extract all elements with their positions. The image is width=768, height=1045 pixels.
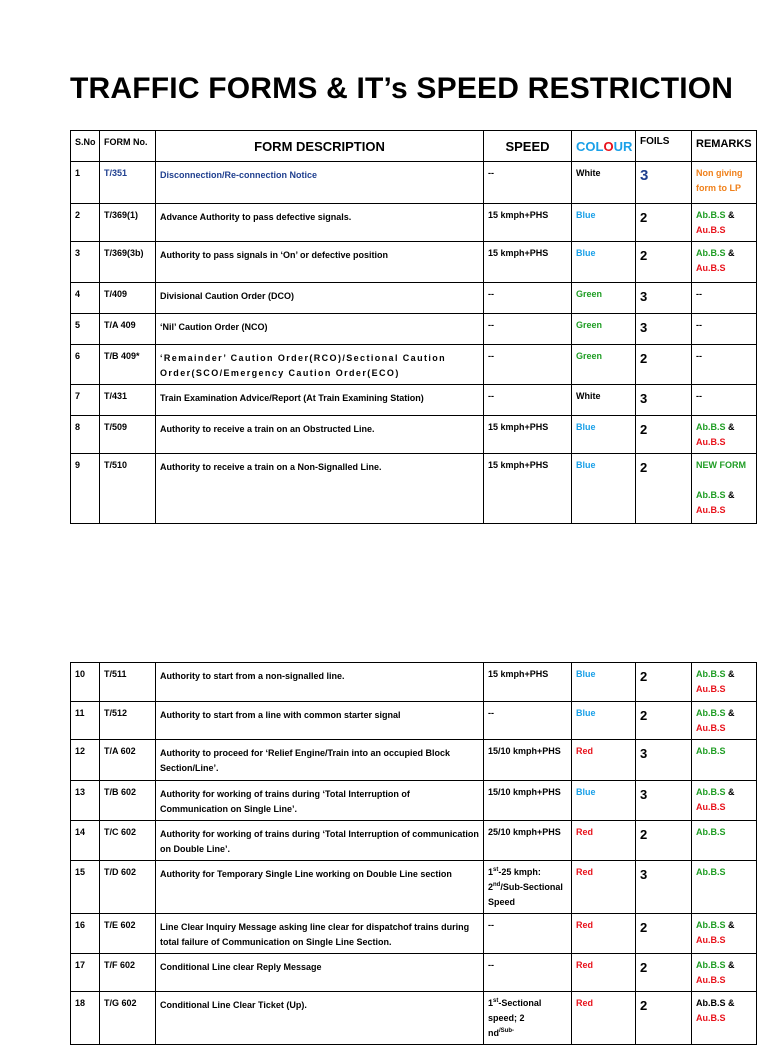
cell-colour: Red — [572, 914, 636, 954]
cell-form-description: Conditional Line Clear Ticket (Up). — [156, 992, 484, 1045]
table-row — [71, 861, 757, 914]
remark-line: Non giving — [696, 168, 743, 178]
remark-line: NEW FORM — [696, 460, 746, 470]
cell-colour: Green — [572, 345, 636, 385]
cell-form-no: T/509 — [100, 416, 156, 454]
cell-form-description: Authority for working of trains during ‘Total Interruption of Communication on Single Line’. — [156, 781, 484, 821]
cell-remarks — [692, 314, 757, 345]
cell-form-no: T/B 409* — [100, 345, 156, 385]
remark-line: Ab.B.S & — [696, 490, 735, 500]
header-speed: SPEED — [484, 131, 572, 162]
cell-speed: 15 kmph+PHS — [484, 242, 572, 283]
cell-sno: 1 — [71, 162, 100, 204]
remark-line: Ab.B.S & — [696, 669, 735, 679]
remark-line: Ab.B.S — [696, 746, 726, 756]
cell-form-description: ‘Remainder’ Caution Order(RCO)/Sectional Caution Order(SCO/Emergency Caution Order(ECO) — [156, 345, 484, 385]
cell-sno: 5 — [71, 314, 100, 345]
remark-line: Au.B.S — [696, 225, 726, 235]
cell-foils: 2 — [636, 954, 692, 992]
cell-speed: -- — [484, 162, 572, 204]
remark-line: Au.B.S — [696, 802, 726, 812]
table-row — [71, 314, 757, 345]
table-row — [71, 821, 757, 861]
cell-sno: 10 — [71, 663, 100, 702]
table-header-row — [71, 131, 757, 162]
cell-form-description: Advance Authority to pass defective signals. — [156, 204, 484, 242]
page-title: TRAFFIC FORMS & IT’s SPEED RESTRICTION — [70, 72, 734, 105]
cell-colour: Blue — [572, 781, 636, 821]
cell-speed: -- — [484, 914, 572, 954]
remark-line: Ab.B.S & — [696, 787, 735, 797]
colour-header-letter: C — [576, 139, 586, 154]
table-row — [71, 204, 757, 242]
cell-colour: Red — [572, 861, 636, 914]
cell-speed: 15/10 kmph+PHS — [484, 740, 572, 781]
cell-remarks — [692, 702, 757, 740]
cell-form-no: T/512 — [100, 702, 156, 740]
cell-sno: 8 — [71, 416, 100, 454]
cell-sno: 2 — [71, 204, 100, 242]
remark-line: Au.B.S — [696, 975, 726, 985]
cell-sno: 3 — [71, 242, 100, 283]
cell-form-description: Authority to receive a train on a Non-Signalled Line. — [156, 454, 484, 524]
cell-form-no: T/510 — [100, 454, 156, 524]
colour-header-letter: O — [585, 139, 596, 154]
header-remarks: REMARKS — [692, 131, 757, 162]
cell-form-description: Authority to receive a train on an Obstructed Line. — [156, 416, 484, 454]
cell-remarks — [692, 781, 757, 821]
header-form-description: FORM DESCRIPTION — [156, 131, 484, 162]
cell-speed: 15/10 kmph+PHS — [484, 781, 572, 821]
cell-form-description: Authority to start from a non-signalled line. — [156, 663, 484, 702]
table-row — [71, 740, 757, 781]
forms-table-1 — [70, 130, 757, 524]
cell-foils: 2 — [636, 992, 692, 1045]
cell-foils: 3 — [636, 740, 692, 781]
cell-form-no: T/E 602 — [100, 914, 156, 954]
cell-remarks — [692, 663, 757, 702]
table-row — [71, 781, 757, 821]
colour-header-letter: U — [613, 139, 623, 154]
cell-remarks — [692, 821, 757, 861]
cell-speed: 1st-Sectional speed; 2 $nd^{/Sub-}$ — [484, 992, 572, 1045]
cell-form-description: Authority for working of trains during ‘Total Interruption of communication on Double Line’. — [156, 821, 484, 861]
cell-speed: -- — [484, 385, 572, 416]
cell-sno: 16 — [71, 914, 100, 954]
cell-form-no: T/511 — [100, 663, 156, 702]
remark-line: Au.B.S — [696, 505, 726, 515]
cell-remarks — [692, 992, 757, 1045]
cell-form-no: T/B 602 — [100, 781, 156, 821]
cell-foils: 2 — [636, 663, 692, 702]
header-sno: S.No — [71, 131, 100, 162]
forms-table-2 — [70, 662, 757, 1045]
cell-speed: 15 kmph+PHS — [484, 454, 572, 524]
cell-sno: 7 — [71, 385, 100, 416]
table-row — [71, 914, 757, 954]
cell-remarks — [692, 454, 757, 524]
remark-line: Ab.B.S & — [696, 708, 735, 718]
cell-remarks — [692, 740, 757, 781]
cell-foils: 3 — [636, 162, 692, 204]
cell-remarks — [692, 385, 757, 416]
cell-colour: White — [572, 162, 636, 204]
cell-form-no: T/C 602 — [100, 821, 156, 861]
cell-form-no: T/A 409 — [100, 314, 156, 345]
cell-foils: 2 — [636, 242, 692, 283]
cell-form-no: T/D 602 — [100, 861, 156, 914]
cell-foils: 2 — [636, 821, 692, 861]
cell-remarks — [692, 242, 757, 283]
remark-line: -- — [696, 351, 702, 361]
cell-speed: 15 kmph+PHS — [484, 663, 572, 702]
cell-colour: Blue — [572, 242, 636, 283]
cell-sno: 12 — [71, 740, 100, 781]
cell-sno: 11 — [71, 702, 100, 740]
remark-line: Ab.B.S & — [696, 248, 735, 258]
remark-line: -- — [696, 391, 702, 401]
cell-form-no: T/369(3b) — [100, 242, 156, 283]
cell-remarks — [692, 954, 757, 992]
cell-form-description: Authority to proceed for ‘Relief Engine/Train into an occupied Block Section/Line’. — [156, 740, 484, 781]
cell-sno: 13 — [71, 781, 100, 821]
cell-speed: -- — [484, 702, 572, 740]
cell-colour: Blue — [572, 204, 636, 242]
table-row — [71, 702, 757, 740]
remark-line: Au.B.S — [696, 263, 726, 273]
remark-line: Au.B.S — [696, 935, 726, 945]
cell-form-no: T/409 — [100, 283, 156, 314]
table-row — [71, 283, 757, 314]
cell-sno: 14 — [71, 821, 100, 861]
cell-colour: Blue — [572, 454, 636, 524]
cell-form-no: T/A 602 — [100, 740, 156, 781]
cell-form-no: T/369(1) — [100, 204, 156, 242]
cell-form-description: Conditional Line clear Reply Message — [156, 954, 484, 992]
remark-line: Au.B.S — [696, 1013, 726, 1023]
cell-colour: Blue — [572, 663, 636, 702]
cell-remarks — [692, 204, 757, 242]
cell-sno: 18 — [71, 992, 100, 1045]
cell-remarks — [692, 283, 757, 314]
cell-sno: 9 — [71, 454, 100, 524]
cell-colour: Red — [572, 740, 636, 781]
cell-foils: 2 — [636, 914, 692, 954]
remark-line: Au.B.S — [696, 437, 726, 447]
cell-form-description: Divisional Caution Order (DCO) — [156, 283, 484, 314]
table-row — [71, 385, 757, 416]
remark-line: Ab.B.S — [696, 827, 726, 837]
cell-colour: White — [572, 385, 636, 416]
cell-form-description: Line Clear Inquiry Message asking line clear for dispatchof trains during total failure of Communication on Single Line Section. — [156, 914, 484, 954]
cell-remarks — [692, 861, 757, 914]
cell-remarks — [692, 914, 757, 954]
cell-sno: 4 — [71, 283, 100, 314]
cell-speed: 1st-25 kmph: 2nd/Sub-Sectional Speed — [484, 861, 572, 914]
table-row — [71, 242, 757, 283]
table-row — [71, 992, 757, 1045]
cell-colour: Green — [572, 283, 636, 314]
remark-line — [696, 473, 752, 488]
cell-remarks — [692, 416, 757, 454]
cell-foils: 2 — [636, 454, 692, 524]
cell-form-no: T/F 602 — [100, 954, 156, 992]
cell-foils: 3 — [636, 314, 692, 345]
cell-colour: Red — [572, 821, 636, 861]
cell-speed: -- — [484, 345, 572, 385]
remark-line: form to LP — [696, 183, 741, 193]
remark-line: Ab.B.S & — [696, 998, 735, 1008]
remark-line: Ab.B.S & — [696, 422, 735, 432]
cell-form-description: Train Examination Advice/Report (At Train Examining Station) — [156, 385, 484, 416]
cell-sno: 15 — [71, 861, 100, 914]
remark-line: Au.B.S — [696, 684, 726, 694]
cell-foils: 3 — [636, 283, 692, 314]
colour-header-letter: O — [603, 139, 614, 154]
remark-line: -- — [696, 320, 702, 330]
cell-colour: Blue — [572, 702, 636, 740]
cell-form-no: T/431 — [100, 385, 156, 416]
colour-header-letter: R — [622, 139, 633, 154]
cell-remarks — [692, 162, 757, 204]
cell-remarks — [692, 345, 757, 385]
cell-foils: 2 — [636, 702, 692, 740]
cell-foils: 3 — [636, 861, 692, 914]
cell-speed: 15 kmph+PHS — [484, 204, 572, 242]
cell-colour: Red — [572, 954, 636, 992]
cell-form-description: Authority to pass signals in ‘On’ or defective position — [156, 242, 484, 283]
cell-form-no: T/G 602 — [100, 992, 156, 1045]
colour-header-letter: L — [595, 139, 604, 154]
cell-form-description: Authority to start from a line with common starter signal — [156, 702, 484, 740]
cell-colour: Red — [572, 992, 636, 1045]
remark-line: Ab.B.S & — [696, 210, 735, 220]
remark-line: Ab.B.S — [696, 867, 726, 877]
cell-speed: 25/10 kmph+PHS — [484, 821, 572, 861]
cell-form-description: Disconnection/Re-connection Notice — [156, 162, 484, 204]
table-row — [71, 454, 757, 524]
table-row — [71, 345, 757, 385]
cell-speed: -- — [484, 954, 572, 992]
table-row — [71, 663, 757, 702]
cell-form-description: Authority for Temporary Single Line working on Double Line section — [156, 861, 484, 914]
cell-sno: 17 — [71, 954, 100, 992]
table-row — [71, 954, 757, 992]
cell-colour: Green — [572, 314, 636, 345]
header-foils: FOILS — [636, 131, 692, 162]
cell-foils: 2 — [636, 416, 692, 454]
cell-speed: -- — [484, 314, 572, 345]
cell-form-no: T/351 — [100, 162, 156, 204]
cell-sno: 6 — [71, 345, 100, 385]
remark-line: Ab.B.S & — [696, 920, 735, 930]
cell-foils: 3 — [636, 781, 692, 821]
cell-speed: -- — [484, 283, 572, 314]
cell-form-description: ‘Nil’ Caution Order (NCO) — [156, 314, 484, 345]
table-row — [71, 162, 757, 204]
cell-foils: 2 — [636, 345, 692, 385]
header-colour — [572, 131, 636, 162]
remark-line: Au.B.S — [696, 723, 726, 733]
cell-colour: Blue — [572, 416, 636, 454]
remark-line: -- — [696, 289, 702, 299]
table-row — [71, 416, 757, 454]
cell-foils: 2 — [636, 204, 692, 242]
header-form-no: FORM No. — [100, 131, 156, 162]
remark-line: Ab.B.S & — [696, 960, 735, 970]
cell-speed: 15 kmph+PHS — [484, 416, 572, 454]
cell-foils: 3 — [636, 385, 692, 416]
